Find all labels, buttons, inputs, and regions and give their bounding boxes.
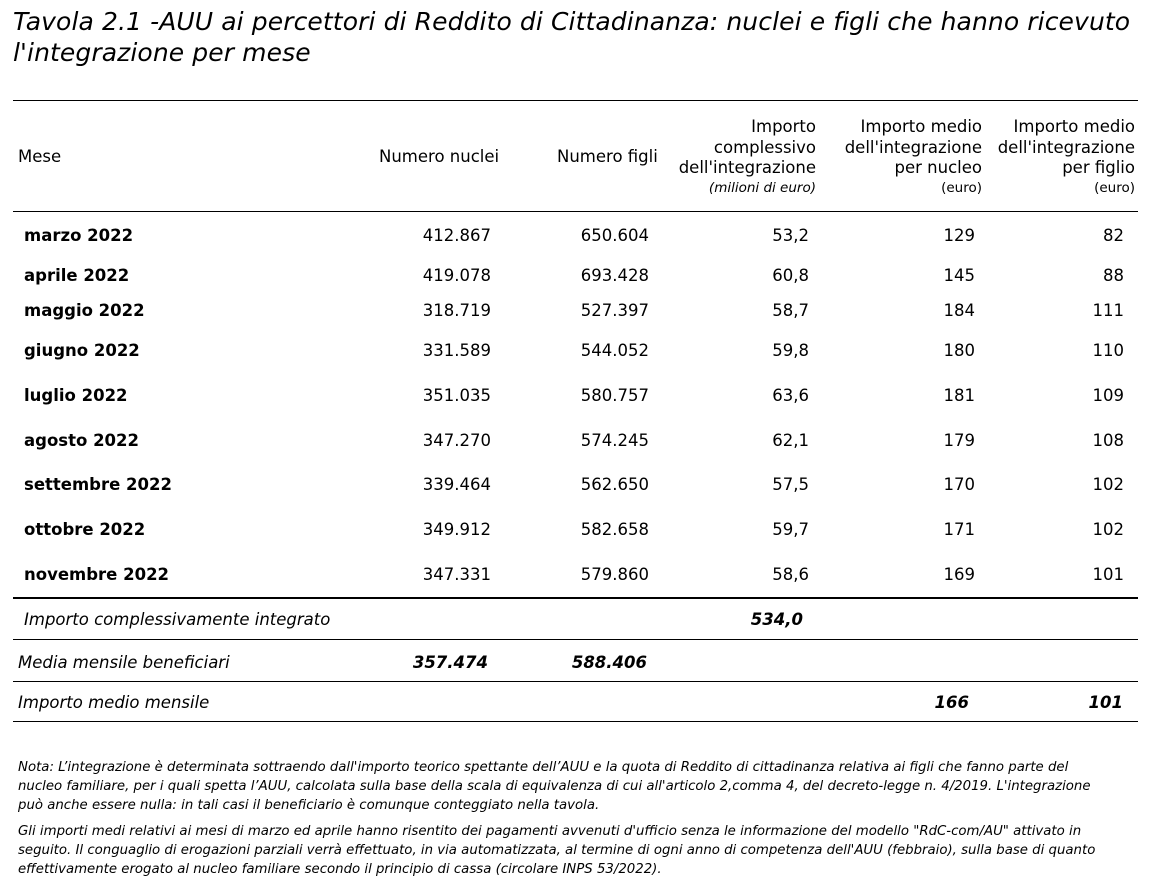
importi-note-paragraph xyxy=(18,822,1143,879)
row-figli: 574.245 xyxy=(580,431,649,450)
row-mese: ottobre 2022 xyxy=(24,520,146,539)
row-medio-figlio: 82 xyxy=(1103,226,1124,245)
row-figli: 582.658 xyxy=(580,520,649,539)
row-nuclei: 412.867 xyxy=(422,226,491,245)
row-nuclei: 351.035 xyxy=(422,386,491,405)
row-figli: 693.428 xyxy=(580,266,649,285)
row-medio-nucleo: 184 xyxy=(943,301,975,320)
column-header-importo-complessivo-line-1: Importo xyxy=(751,117,816,136)
importi-note-line-3: effettivamente erogato al nucleo familiare secondo il principio di cassa (circolare INPS 53/2022). xyxy=(18,862,662,877)
row-mese: luglio 2022 xyxy=(24,386,128,405)
importi-note-line-1: Gli importi medi relativi ai mesi di marzo ed aprile hanno risentito dei pagamenti avvenuti d'ufficio senza le informazione del modello "RdC-com/AU" attivato in xyxy=(18,824,1082,839)
note-line-1: Nota: L’integrazione è determinata sottraendo dall'importo teorico spettante dell’AUU e la quota di Reddito di cittadinanza relativa ai figli che fanno parte del xyxy=(18,760,1069,775)
row-mese: settembre 2022 xyxy=(24,475,172,494)
row-medio-figlio: 108 xyxy=(1092,431,1124,450)
summary-importo-value: 534,0 xyxy=(750,610,803,629)
summary-media-figli: 588.406 xyxy=(571,653,647,672)
note-line-3: può anche essere nulla: in tali casi il beneficiario è comunque conteggiato nella tavola. xyxy=(18,798,600,813)
row-medio-figlio: 111 xyxy=(1092,301,1124,320)
row-nuclei: 347.270 xyxy=(422,431,491,450)
row-medio-nucleo: 170 xyxy=(943,475,975,494)
column-header-numero-figli: Numero figli xyxy=(557,147,658,166)
row-importo: 63,6 xyxy=(772,386,809,405)
column-header-medio-nucleo-line-2: dell'integrazione xyxy=(844,137,982,157)
row-medio-figlio: 101 xyxy=(1092,565,1124,584)
row-medio-figlio: 88 xyxy=(1103,266,1124,285)
column-header-importo-complessivo-line-2: complessivo xyxy=(713,137,816,157)
row-nuclei: 339.464 xyxy=(422,475,491,494)
table-bottom-rule xyxy=(13,721,1138,722)
row-mese: giugno 2022 xyxy=(24,341,140,360)
row-figli: 544.052 xyxy=(580,341,649,360)
row-nuclei: 318.719 xyxy=(422,301,491,320)
summary-medio-nucleo: 166 xyxy=(934,693,969,712)
row-figli: 580.757 xyxy=(580,386,649,405)
row-importo: 53,2 xyxy=(772,226,809,245)
column-header-importo-complessivo-unit: (milioni di euro) xyxy=(708,179,816,196)
table-title-line-2: l'integrazione per mese xyxy=(13,38,311,67)
column-header-mese: Mese xyxy=(18,147,62,166)
column-header-medio-figlio xyxy=(935,117,1135,197)
row-mese: marzo 2022 xyxy=(24,226,134,245)
summary-medio-label: Importo medio mensile xyxy=(18,693,210,712)
column-header-numero-nuclei: Numero nuclei xyxy=(379,147,500,166)
column-header-medio-figlio-line-2: dell'integrazione xyxy=(997,137,1135,157)
row-medio-nucleo: 169 xyxy=(943,565,975,584)
row-mese: maggio 2022 xyxy=(24,301,145,320)
row-importo: 58,6 xyxy=(772,565,809,584)
row-importo: 59,8 xyxy=(772,341,809,360)
row-medio-nucleo: 171 xyxy=(943,520,975,539)
table-title xyxy=(13,6,1163,68)
note-line-2: nucleo familiare, per i quali spetta l’AUU, calcolata sulla base della scala di equivalenza di cui all'articolo 2,comma 4, del decreto-legge n. 4/2019. L'integrazione xyxy=(18,779,1091,794)
row-medio-figlio: 110 xyxy=(1092,341,1124,360)
column-header-medio-nucleo-line-3: per nucleo xyxy=(894,158,982,177)
row-importo: 59,7 xyxy=(772,520,809,539)
table-top-rule xyxy=(13,100,1138,101)
row-importo: 60,8 xyxy=(772,266,809,285)
column-header-medio-figlio-line-3: per figlio xyxy=(1062,158,1135,177)
column-header-medio-nucleo-unit: (euro) xyxy=(941,179,982,196)
column-header-medio-figlio-unit: (euro) xyxy=(1094,179,1135,196)
column-header-importo-complessivo-line-3: dell'integrazione xyxy=(678,158,816,177)
row-figli: 579.860 xyxy=(580,565,649,584)
column-header-medio-figlio-line-1: Importo medio xyxy=(1013,117,1135,136)
summary-medio-figlio: 101 xyxy=(1088,693,1123,712)
row-mese: aprile 2022 xyxy=(24,266,130,285)
row-medio-nucleo: 180 xyxy=(943,341,975,360)
importi-note-line-2: seguito. Il conguaglio di erogazioni parziali verrà effettuato, in via automatizzata, al termine di ogni anno di competenza dell'AUU (febbraio), sulla base di quanto xyxy=(18,843,1096,858)
summary-rule-1 xyxy=(13,639,1138,640)
summary-importo-label: Importo complessivamente integrato xyxy=(24,610,331,629)
row-figli: 650.604 xyxy=(580,226,649,245)
row-nuclei: 331.589 xyxy=(422,341,491,360)
row-mese: novembre 2022 xyxy=(24,565,170,584)
header-bottom-rule xyxy=(13,211,1138,212)
row-medio-nucleo: 179 xyxy=(943,431,975,450)
row-figli: 562.650 xyxy=(580,475,649,494)
row-importo: 57,5 xyxy=(772,475,809,494)
summary-rule-2 xyxy=(13,681,1138,682)
row-mese: agosto 2022 xyxy=(24,431,139,450)
row-figli: 527.397 xyxy=(580,301,649,320)
note-paragraph xyxy=(18,758,1143,815)
row-medio-figlio: 109 xyxy=(1092,386,1124,405)
column-header-medio-nucleo-line-1: Importo medio xyxy=(860,117,982,136)
row-nuclei: 419.078 xyxy=(422,266,491,285)
row-medio-nucleo: 181 xyxy=(943,386,975,405)
row-importo: 58,7 xyxy=(772,301,809,320)
row-medio-figlio: 102 xyxy=(1092,520,1124,539)
summary-top-rule xyxy=(13,597,1138,599)
summary-media-nuclei: 357.474 xyxy=(412,653,488,672)
row-nuclei: 347.331 xyxy=(422,565,491,584)
row-medio-figlio: 102 xyxy=(1092,475,1124,494)
row-medio-nucleo: 129 xyxy=(943,226,975,245)
summary-media-label: Media mensile beneficiari xyxy=(18,653,230,672)
row-importo: 62,1 xyxy=(772,431,809,450)
table-title-line-1: Tavola 2.1 -AUU ai percettori di Reddito di Cittadinanza: nuclei e figli che hanno ricevuto xyxy=(13,7,1131,36)
row-medio-nucleo: 145 xyxy=(943,266,975,285)
row-nuclei: 349.912 xyxy=(422,520,491,539)
